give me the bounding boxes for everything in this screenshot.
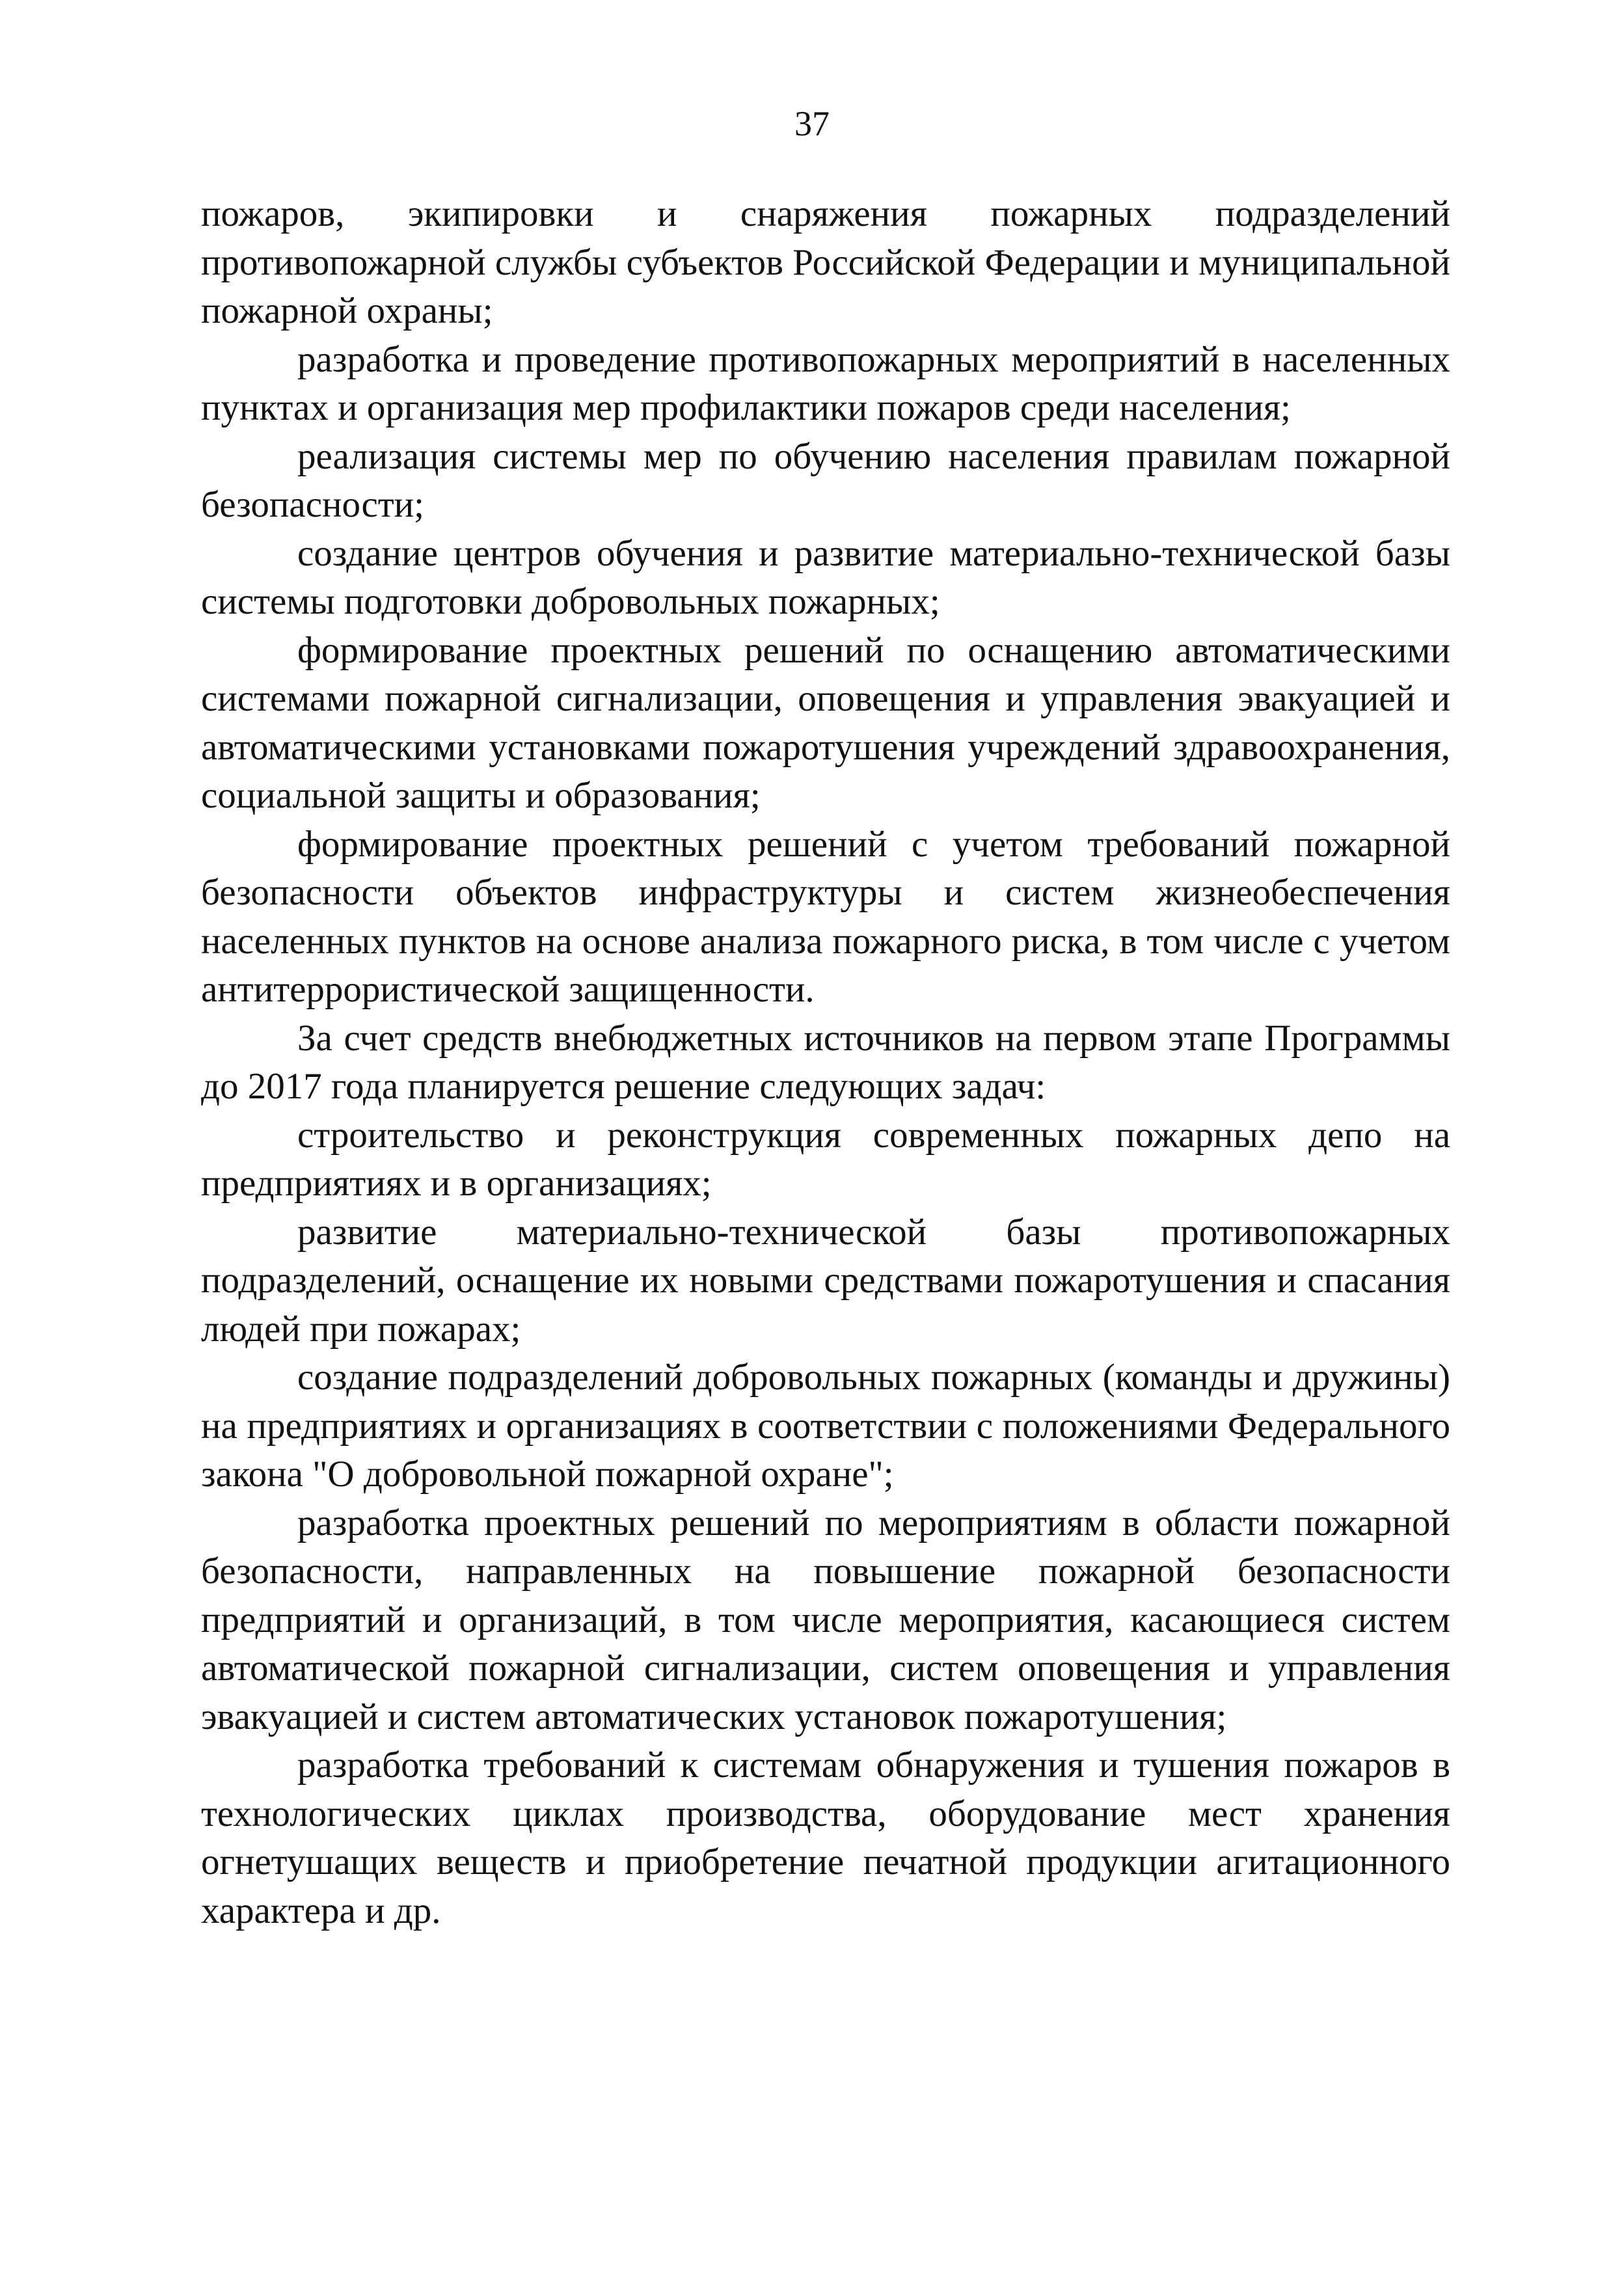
- paragraph: формирование проектных решений по оснащению автоматическими системами пожарной сигнализации, оповещения и управления эвакуацией и автоматическими установками пожаротушения учреждений здравоохранения, социальной защиты и образования;: [201, 629, 1450, 816]
- document-body: [201, 190, 1450, 1935]
- paragraph: разработка требований к системам обнаружения и тушения пожаров в технологических циклах производства, оборудование мест хранения огнетушащих веществ и приобретение печатной продукции агитационного характера и др.: [201, 1745, 1450, 1931]
- paragraph-continuation: пожаров, экипировки и снаряжения пожарных подразделений противопожарной службы субъектов Российской Федерации и муниципальной пожарной охраны;: [201, 193, 1450, 331]
- paragraph: формирование проектных решений с учетом требований пожарной безопасности объектов инфраструктуры и систем жизнеобеспечения населенных пунктов на основе анализа пожарного риска, в том числе с учетом антитеррористической защищенности.: [201, 823, 1450, 1010]
- paragraph: разработка и проведение противопожарных мероприятий в населенных пунктах и организация мер профилактики пожаров среди населения;: [201, 338, 1450, 428]
- paragraph: создание подразделений добровольных пожарных (команды и дружины) на предприятиях и организациях в соответствии с положениями Федерального закона "О добровольной пожарной охране";: [201, 1357, 1450, 1495]
- paragraph: развитие материально-технической базы противопожарных подразделений, оснащение их новыми средствами пожаротушения и спасания людей при пожарах;: [201, 1211, 1450, 1350]
- paragraph: реализация системы мер по обучению населения правилам пожарной безопасности;: [201, 435, 1450, 525]
- paragraph: разработка проектных решений по мероприятиям в области пожарной безопасности, направленных на повышение пожарной безопасности предприятий и организаций, в том числе мероприятия, касающиеся систем автоматической пожарной сигнализации, систем оповещения и управления эвакуацией и систем автоматических установок пожаротушения;: [201, 1502, 1450, 1737]
- paragraph: строительство и реконструкция современных пожарных депо на предприятиях и в организациях;: [201, 1114, 1450, 1204]
- page-number: 37: [794, 104, 830, 143]
- paragraph: За счет средств внебюджетных источников на первом этапе Программы до 2017 года планируется решение следующих задач:: [201, 1017, 1450, 1107]
- paragraph: создание центров обучения и развитие материально-технической базы системы подготовки добровольных пожарных;: [201, 532, 1450, 622]
